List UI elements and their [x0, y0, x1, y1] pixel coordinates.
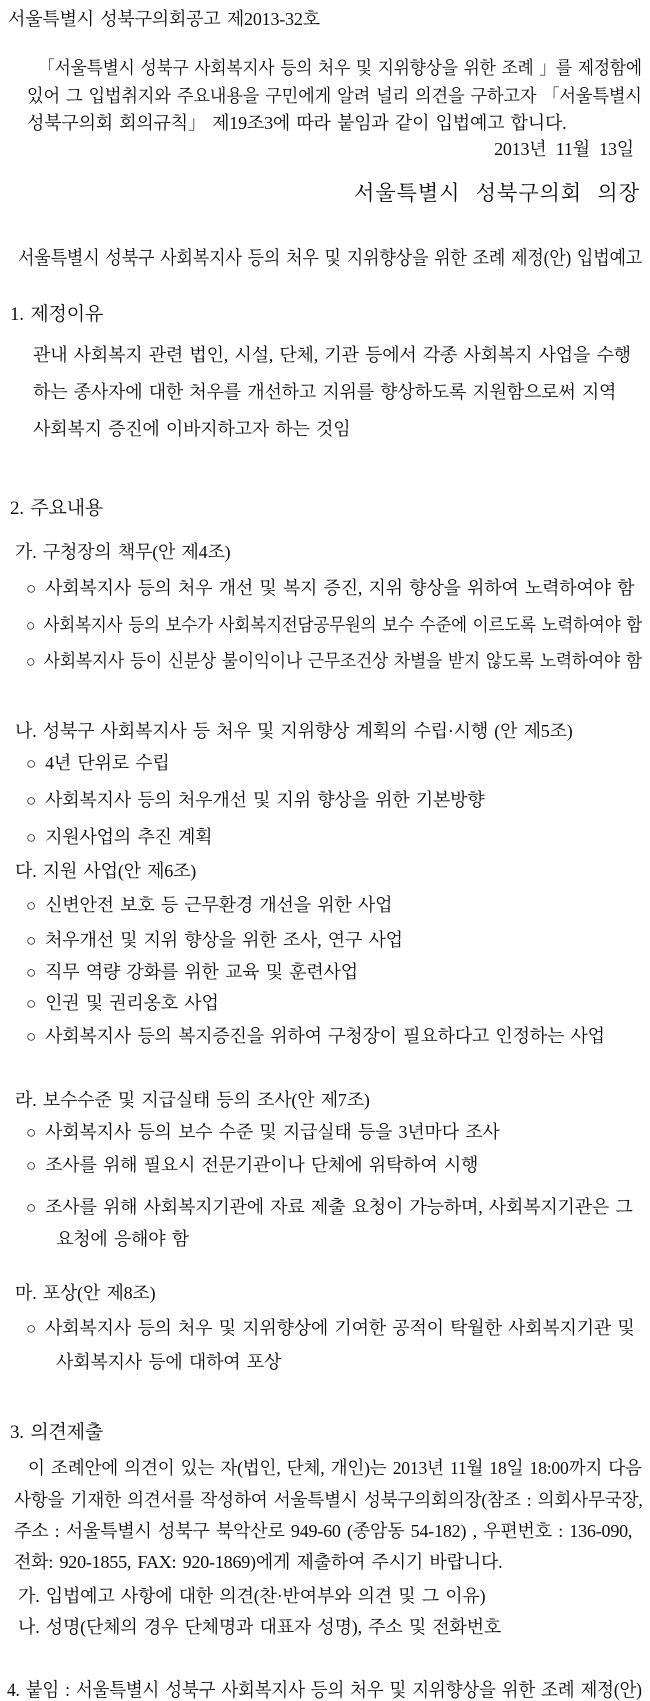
- section4-attachment-line: 4. 붙임 : 서울특별시 성북구 사회복지사 등의 처우 및 지위향상을 위한 조례 제정(안): [7, 1680, 642, 1701]
- list-item-text: 조사를 위해 사회복지기관에 자료 제출 요청이 가능하며, 사회복지기관은 그: [45, 1197, 633, 1217]
- list-item-text: 직무 역량 강화를 위한 교육 및 훈련사업: [45, 962, 358, 982]
- circle-bullet-icon: ○: [26, 828, 37, 847]
- list-item: [26, 927, 403, 954]
- circle-bullet-icon: ○: [26, 1319, 37, 1338]
- list-item: [26, 1194, 633, 1221]
- list-item: [26, 575, 634, 602]
- list-item-text: 처우개선 및 지위 향상을 위한 조사, 연구 사업: [45, 930, 403, 950]
- list-item-text: 사회복지사 등의 보수 수준 및 지급실태 등을 3년마다 조사: [45, 1122, 500, 1142]
- circle-bullet-icon: ○: [26, 896, 37, 915]
- list-item: [26, 892, 392, 919]
- section1-body-line: 사회복지 증진에 이바지하고자 하는 것임: [33, 419, 351, 439]
- group-label: 다. 지원 사업(안 제6조): [15, 861, 197, 881]
- list-item-text: 사회복지사 등의 보수가 사회복지전담공무원의 보수 수준에 이르도록 노력하여야 함: [43, 615, 643, 635]
- circle-bullet-icon: ○: [26, 1198, 37, 1217]
- list-item: [26, 612, 642, 639]
- notice-number: 서울특별시 성북구의회공고 제2013-32호: [8, 9, 320, 29]
- list-item-continuation: 요청에 응해야 함: [56, 1229, 189, 1249]
- list-item-text: 인권 및 권리옹호 사업: [45, 993, 219, 1013]
- list-item: [26, 824, 212, 851]
- preamble-line: 있어 그 입법취지와 주요내용을 구민에게 알려 널리 의견을 구하고자 「서울특별시: [27, 86, 642, 106]
- circle-bullet-icon: ○: [26, 652, 36, 671]
- section1-body-line: 관내 사회복지 관련 법인, 시설, 단체, 기관 등에서 각종 사회복지 사업을 수행: [33, 345, 631, 365]
- circle-bullet-icon: ○: [26, 1027, 37, 1046]
- list-item-text: 사회복지사 등이 신분상 불이익이나 근무조건상 차별을 받지 않도록 노력하여야 함: [43, 651, 642, 671]
- list-item-text: 사회복지사 등의 처우개선 및 지위 향상을 위한 기본방향: [45, 790, 485, 810]
- list-item-text: 사회복지사 등의 처우 및 지위향상에 기여한 공적이 탁월한 사회복지기관 및: [45, 1318, 635, 1338]
- group-label: 가. 구청장의 책무(안 제4조): [15, 542, 231, 562]
- list-item: [26, 648, 642, 675]
- issuer-title: 서울특별시 성북구의회 의장: [354, 181, 640, 205]
- section3-body-line: 사항을 기재한 의견서를 작성하여 서울특별시 성북구의회의장(참조 : 의회사무국장,: [14, 1490, 643, 1510]
- section3-body-line: 전화: 920-1855, FAX: 920-1869)에게 제출하여 주시기 바랍니다.: [14, 1552, 503, 1572]
- circle-bullet-icon: ○: [26, 616, 36, 635]
- preamble-line: 「서울특별시 성북구 사회복지사 등의 처우 및 지위향상을 위한 조례 」를 제정함에: [38, 58, 642, 78]
- section2-heading: 2. 주요내용: [10, 498, 104, 519]
- list-item: [26, 1119, 500, 1146]
- list-item-text: 4년 단위로 수립: [45, 753, 170, 773]
- section1-heading: 1. 제정이유: [10, 304, 104, 325]
- list-item: [26, 1152, 478, 1179]
- notice-date: 2013년 11월 13일: [494, 139, 634, 159]
- circle-bullet-icon: ○: [26, 963, 37, 982]
- section3-item: 나. 성명(단체의 경우 단체명과 대표자 성명), 주소 및 전화번호: [18, 1617, 502, 1637]
- section3-item: 가. 입법예고 사항에 대한 의견(찬·반여부와 의견 및 그 이유): [18, 1586, 486, 1606]
- group-label: 라. 보수수준 및 지급실태 등의 조사(안 제7조): [15, 1090, 370, 1110]
- circle-bullet-icon: ○: [26, 579, 37, 598]
- list-item: [26, 750, 170, 777]
- list-item: [26, 787, 485, 814]
- group-label: 나. 성북구 사회복지사 등 처우 및 지위향상 계획의 수립·시행 (안 제5조): [15, 721, 573, 741]
- circle-bullet-icon: ○: [26, 994, 37, 1013]
- list-item: [26, 1315, 635, 1342]
- list-item: [26, 959, 358, 986]
- list-item-continuation: 사회복지사 등에 대하여 포상: [56, 1352, 282, 1372]
- group-label: 마. 포상(안 제8조): [15, 1283, 156, 1303]
- document-title: 서울특별시 성북구 사회복지사 등의 처우 및 지위향상을 위한 조례 제정(안) 입법예고: [18, 248, 643, 269]
- list-item-text: 지원사업의 추진 계획: [45, 827, 213, 847]
- circle-bullet-icon: ○: [26, 1156, 37, 1175]
- list-item: [26, 990, 219, 1017]
- circle-bullet-icon: ○: [26, 931, 37, 950]
- circle-bullet-icon: ○: [26, 1123, 37, 1142]
- list-item: [26, 1023, 605, 1050]
- preamble-line: 성북구의회 회의규칙」 제19조3에 따라 붙임과 같이 입법예고 합니다.: [27, 113, 567, 133]
- circle-bullet-icon: ○: [26, 791, 37, 810]
- list-item-text: 사회복지사 등의 복지증진을 위하여 구청장이 필요하다고 인정하는 사업: [45, 1026, 605, 1046]
- list-item-text: 조사를 위해 필요시 전문기관이나 단체에 위탁하여 시행: [45, 1155, 479, 1175]
- circle-bullet-icon: ○: [26, 754, 37, 773]
- section3-heading: 3. 의견제출: [10, 1422, 104, 1443]
- section3-body-line: 주소 : 서울특별시 성북구 북악산로 949-60 (종암동 54-182) , 우편번호 : 136-090,: [14, 1521, 633, 1541]
- list-item-text: 신변안전 보호 등 근무환경 개선을 위한 사업: [45, 895, 393, 915]
- section1-body-line: 하는 종사자에 대한 처우를 개선하고 지위를 향상하도록 지원함으로써 지역: [33, 382, 617, 402]
- section3-body-line: 이 조례안에 의견이 있는 자(법인, 단체, 개인)는 2013년 11월 18일 18:00까지 다음: [28, 1458, 642, 1478]
- list-item-text: 사회복지사 등의 처우 개선 및 복지 증진, 지위 향상을 위하여 노력하여야 함: [45, 578, 635, 598]
